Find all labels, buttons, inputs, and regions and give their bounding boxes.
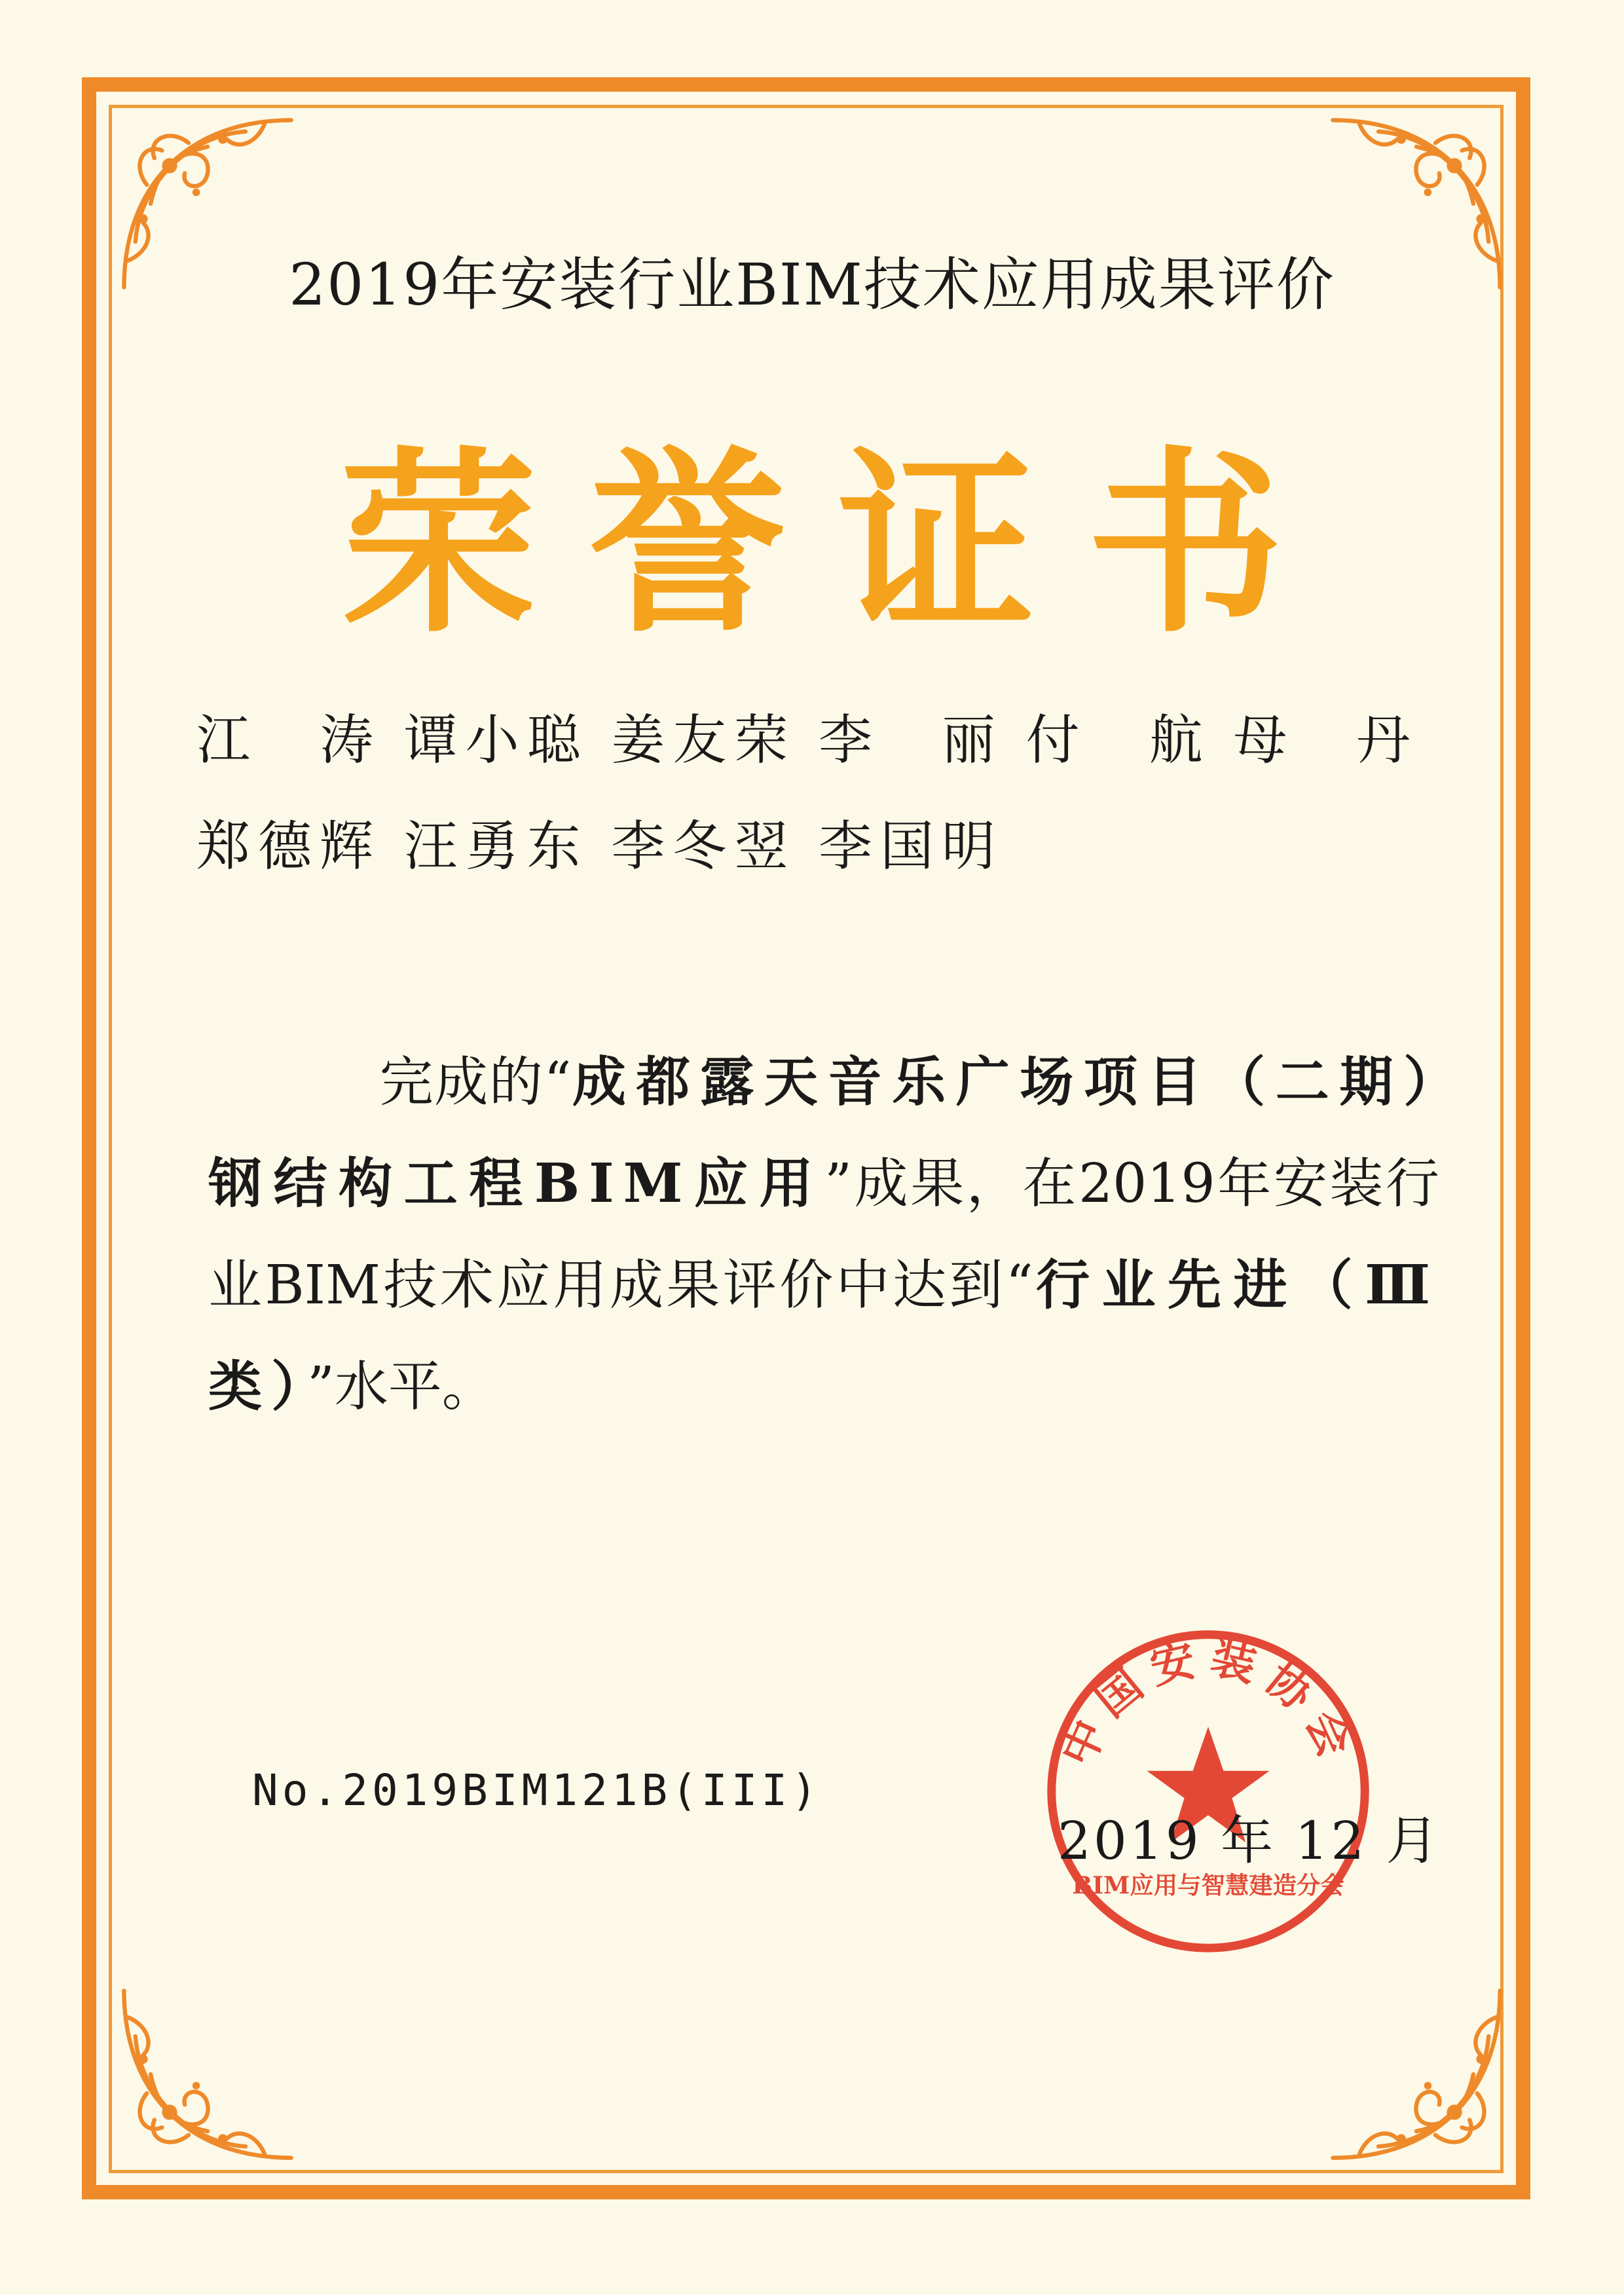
body-text: ”成果，在2019年安装行业BIM技术应用成果评价中达到“ — [208, 1153, 1439, 1316]
seal-org-name: 中国安装协会 — [1050, 1631, 1366, 1774]
recipient-name: 郑德辉 — [196, 815, 373, 878]
seal-branch-name: BIM应用与智慧建造分会 — [1072, 1871, 1344, 1899]
recipient-name: 江 涛 — [196, 709, 373, 772]
corner-ornament-icon — [113, 1979, 303, 2169]
recipient-name: 母 丹 — [1233, 709, 1411, 772]
recipient-name: 汪勇东 — [403, 815, 581, 878]
project-name: 成都露天音乐广场项目（二期）钢结构工程BIM应用 — [208, 1051, 1439, 1215]
issue-date: 2019 年 12 月 — [1058, 1810, 1441, 1871]
recipient-names — [196, 698, 1441, 880]
recipient-name: 李国明 — [818, 815, 995, 878]
body-text: ”水平。 — [307, 1356, 496, 1418]
recipient-name: 姜友荣 — [611, 709, 788, 772]
award-level: 行业先进（Ⅲ类） — [208, 1254, 1439, 1418]
official-seal-icon — [1038, 1621, 1378, 1962]
recipient-name: 李冬翌 — [611, 815, 788, 878]
recipient-name: 谭小聪 — [403, 709, 581, 772]
certificate-title: 荣誉证书 — [341, 428, 1336, 659]
certificate-number: No.2019BIM121B(III) — [252, 1765, 821, 1816]
corner-ornament-icon — [1321, 1979, 1511, 2169]
recipient-name: 付 航 — [1025, 709, 1203, 772]
body-text: 完成的“ — [378, 1051, 572, 1113]
certificate-subtitle: 2019年安装行业BIM技术应用成果评价 — [289, 251, 1335, 318]
certificate-body — [208, 1032, 1439, 1438]
recipient-name: 李 丽 — [818, 709, 995, 772]
